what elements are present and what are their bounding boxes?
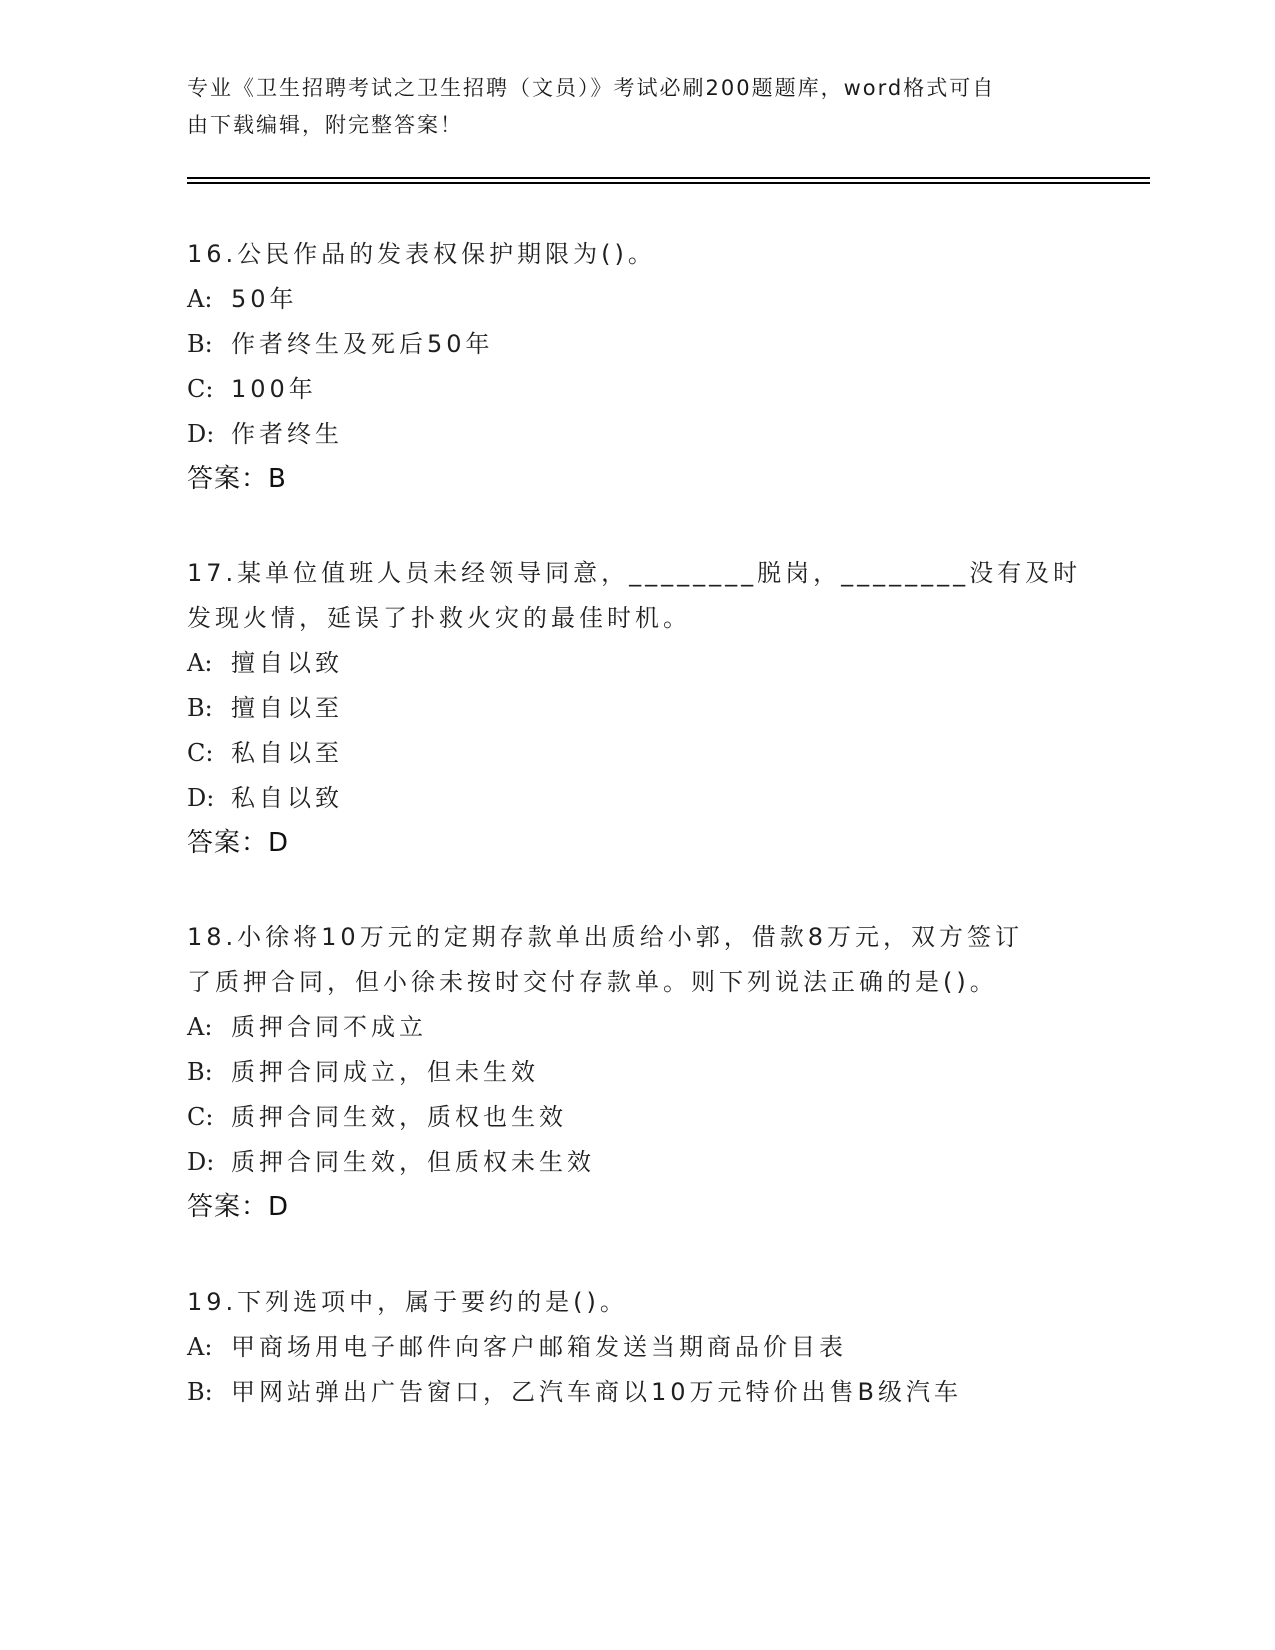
- option-text: 甲商场用电子邮件向客户邮箱发送当期商品价目表: [231, 1333, 847, 1361]
- question-17: [187, 551, 1087, 866]
- question-stem: 19.下列选项中，属于要约的是()。: [187, 1288, 628, 1316]
- option-text: 甲网站弹出广告窗口，乙汽车商以10万元特价出售B级汽车: [231, 1378, 963, 1406]
- question-16: [187, 232, 1087, 502]
- option-c: [187, 731, 1087, 776]
- answer: 答案：D: [187, 1192, 290, 1222]
- header-divider-bottom: [187, 182, 1150, 184]
- option-key: A:: [187, 1013, 213, 1041]
- option-key: A:: [187, 1333, 213, 1361]
- option-key: D:: [187, 784, 215, 812]
- option-b: [187, 1050, 1087, 1095]
- option-a: [187, 277, 1087, 322]
- option-key: A:: [187, 649, 213, 677]
- answer: 答案：B: [187, 464, 287, 494]
- option-b: [187, 1370, 1087, 1415]
- option-text: 私自以致: [231, 784, 343, 812]
- option-c: [187, 367, 1087, 412]
- option-text: 擅自以致: [231, 649, 343, 677]
- option-key: B:: [187, 330, 213, 358]
- question-stem-line-1: 17.某单位值班人员未经领导同意，________脱岗，________没有及时: [187, 559, 1082, 587]
- option-b: [187, 322, 1087, 367]
- option-text: 作者终生及死后50年: [231, 330, 494, 358]
- question-stem-line-1: 18.小徐将10万元的定期存款单出质给小郭，借款8万元，双方签订: [187, 923, 1023, 951]
- option-text: 擅自以至: [231, 694, 343, 722]
- option-key: C:: [187, 739, 214, 767]
- header-line-2: 由下载编辑，附完整答案！: [187, 113, 463, 137]
- header-divider-top: [187, 177, 1150, 179]
- question-stem-line-2: 发现火情，延误了扑救火灾的最佳时机。: [187, 604, 691, 632]
- option-a: [187, 641, 1087, 686]
- question-19: [187, 1280, 1087, 1415]
- option-c: [187, 1095, 1087, 1140]
- option-key: B:: [187, 1378, 213, 1406]
- option-b: [187, 686, 1087, 731]
- option-text: 50年: [231, 285, 298, 313]
- answer: 答案：D: [187, 828, 290, 858]
- question-stem-line-2: 了质押合同，但小徐未按时交付存款单。则下列说法正确的是()。: [187, 968, 998, 996]
- option-d: [187, 776, 1087, 821]
- option-text: 质押合同生效，但质权未生效: [231, 1148, 595, 1176]
- option-d: [187, 1140, 1087, 1185]
- option-key: B:: [187, 1058, 213, 1086]
- option-text: 私自以至: [231, 739, 343, 767]
- option-a: [187, 1325, 1087, 1370]
- option-text: 作者终生: [231, 420, 343, 448]
- option-key: D:: [187, 420, 215, 448]
- option-key: D:: [187, 1148, 215, 1176]
- option-key: A:: [187, 285, 213, 313]
- option-key: C:: [187, 1103, 214, 1131]
- question-stem: 16.公民作品的发表权保护期限为()。: [187, 240, 656, 268]
- header-line-1: 专业《卫生招聘考试之卫生招聘（文员）》考试必刷200题题库，word格式可自: [187, 76, 996, 100]
- option-key: C:: [187, 375, 214, 403]
- option-text: 质押合同不成立: [231, 1013, 427, 1041]
- option-d: [187, 412, 1087, 457]
- option-text: 100年: [231, 375, 317, 403]
- option-key: B:: [187, 694, 213, 722]
- option-a: [187, 1005, 1087, 1050]
- question-18: [187, 915, 1087, 1230]
- document-header: [187, 70, 1067, 144]
- option-text: 质押合同成立，但未生效: [231, 1058, 539, 1086]
- option-text: 质押合同生效，质权也生效: [231, 1103, 567, 1131]
